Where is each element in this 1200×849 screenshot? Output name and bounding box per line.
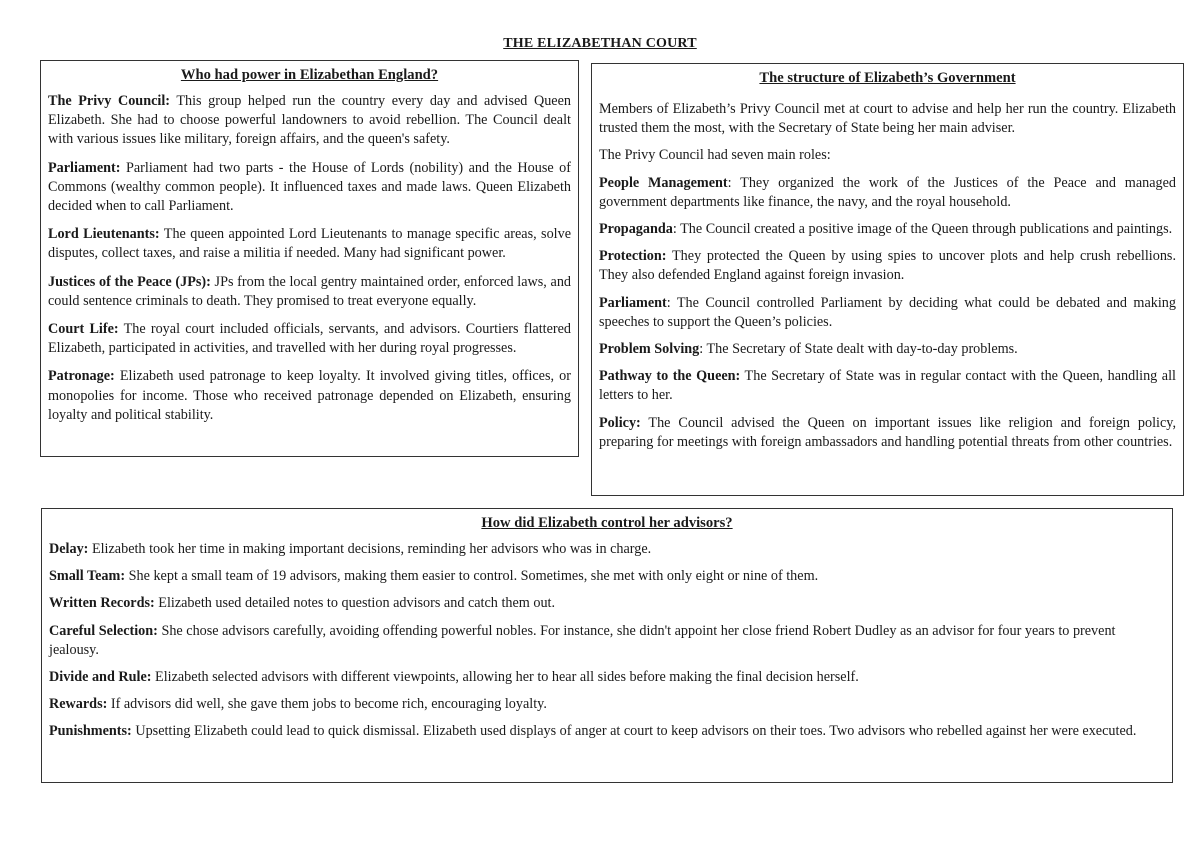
role-term: Protection: [599,248,667,265]
power-text: Elizabeth used patronage to keep loyalty. It involved giving titles, offices, or monopolies for income. Those who received patronage depended on Elizabeth, ensuring loyalty and political stability. [48,368,571,423]
power-text: This group helped run the country every day and advised Queen Elizabeth. She had to choose powerful landowners to avoid rebellion. The Council dealt with various issues like military, foreign affairs, and the queen's safety. [48,93,571,148]
role-text: : The Secretary of State dealt with day-to-day problems. [699,341,1018,358]
power-term: Parliament: [48,159,121,176]
structure-intro: Members of Elizabeth’s Privy Council met at court to advise and help her run the country. Elizabeth trusted them the most, with the Secretary of State being her main adviser. [599,101,1176,137]
control-item-punishments [49,722,1165,741]
structure-roles-intro: The Privy Council had seven main roles: [599,147,831,164]
control-text: She chose advisors carefully, avoiding offending powerful nobles. For instance, she didn't appoint her close friend Robert Dudley as an advisor for four years to prevent jealousy. [49,622,1116,658]
power-text: Parliament had two parts - the House of Lords (nobility) and the House of Commons (wealthy common people). It influenced taxes and made laws. Queen Elizabeth decided when to call Parliament. [48,159,571,215]
control-item-rewards [49,695,1165,714]
structure-section [591,63,1184,496]
control-text: She kept a small team of 19 advisors, making them easier to control. Sometimes, she met with only eight or nine of them. [125,568,819,585]
control-section [41,508,1173,783]
role-propaganda [599,220,1176,239]
control-term: Written Records: [49,595,155,612]
role-text: : They organized the work of the Justices of the Peace and managed government departments like finance, the navy, and the royal household. [599,174,1176,210]
role-term: Policy: [599,414,641,431]
role-text: The Council advised the Queen on important issues like religion and foreign policy, preparing for meetings with foreign ambassadors and handling potential threats from other countries. [599,414,1176,450]
power-heading: Who had power in Elizabethan England? [180,67,439,83]
power-item-patronage [48,367,571,425]
power-text: JPs from the local gentry maintained order, enforced laws, and could sentence criminals to death. They promised to treat everyone equally. [48,273,572,309]
role-protection [599,247,1176,285]
control-item-small-team [49,567,1165,586]
power-item-lord-lieutenants [48,225,571,263]
role-term: Parliament [599,294,667,311]
control-item-careful-selection [49,622,1165,660]
role-problem-solving [599,340,1176,359]
control-text: Elizabeth selected advisors with different viewpoints, allowing her to hear all sides before making the final decision herself. [151,669,859,686]
control-term: Small Team: [49,568,126,585]
page-title: THE ELIZABETHAN COURT [503,36,697,51]
control-term: Rewards: [49,696,108,713]
role-term: People Management [599,174,728,191]
control-heading: How did Elizabeth control her advisors? [481,515,733,531]
role-text: : The Council controlled Parliament by deciding what could be debated and making speeches to support the Queen’s policies. [599,294,1176,330]
power-term: Patronage: [48,368,115,385]
control-term: Punishments: [49,723,132,740]
role-term: Propaganda [599,221,673,238]
control-item-divide-and-rule [49,668,1165,687]
power-item-parliament [48,159,571,217]
control-term: Divide and Rule: [49,669,152,686]
control-text: Elizabeth took her time in making important decisions, reminding her advisors who was in charge. [88,541,652,557]
power-term: Court Life: [48,321,119,338]
structure-heading: The structure of Elizabeth’s Government [759,70,1016,86]
power-item-court-life [48,320,571,358]
role-people-management [599,174,1176,212]
control-item-written-records [49,594,1165,613]
power-text: The royal court included officials, servants, and advisors. Courtiers flattered Elizabeth, participated in activities, and travelled with her during royal progresses. [48,321,571,357]
power-item-justices [48,273,571,311]
control-term: Delay: [49,541,89,557]
control-text: If advisors did well, she gave them jobs to become rich, encouraging loyalty. [107,696,547,713]
control-term: Careful Selection: [49,622,158,639]
role-term: Problem Solving [599,341,700,358]
power-term: Lord Lieutenants: [48,226,160,243]
role-parliament [599,294,1176,332]
power-term: Justices of the Peace (JPs): [48,273,211,290]
control-text: Upsetting Elizabeth could lead to quick dismissal. Elizabeth used displays of anger at court to keep advisors on their toes. Two advisors who rebelled against her were executed. [131,723,1137,740]
power-text: The queen appointed Lord Lieutenants to manage specific areas, solve disputes, collect taxes, and raise a militia if needed. Many had significant power. [48,226,571,262]
role-text: : The Council created a positive image of the Queen through publications and paintings. [672,221,1173,238]
role-text: They protected the Queen by using spies to uncover plots and help crush rebellions. They also defended England against foreign invasion. [599,248,1176,284]
role-policy [599,414,1176,452]
control-text: Elizabeth used detailed notes to question advisors and catch them out. [154,595,556,612]
power-term: The Privy Council: [48,93,170,109]
control-item-delay [49,540,1165,559]
power-item-privy-council [48,92,571,150]
role-pathway [599,367,1176,405]
role-term: Pathway to the Queen: [599,368,741,385]
role-text: The Secretary of State was in regular contact with the Queen, handling all letters to her. [599,368,1176,404]
power-section [40,60,579,457]
